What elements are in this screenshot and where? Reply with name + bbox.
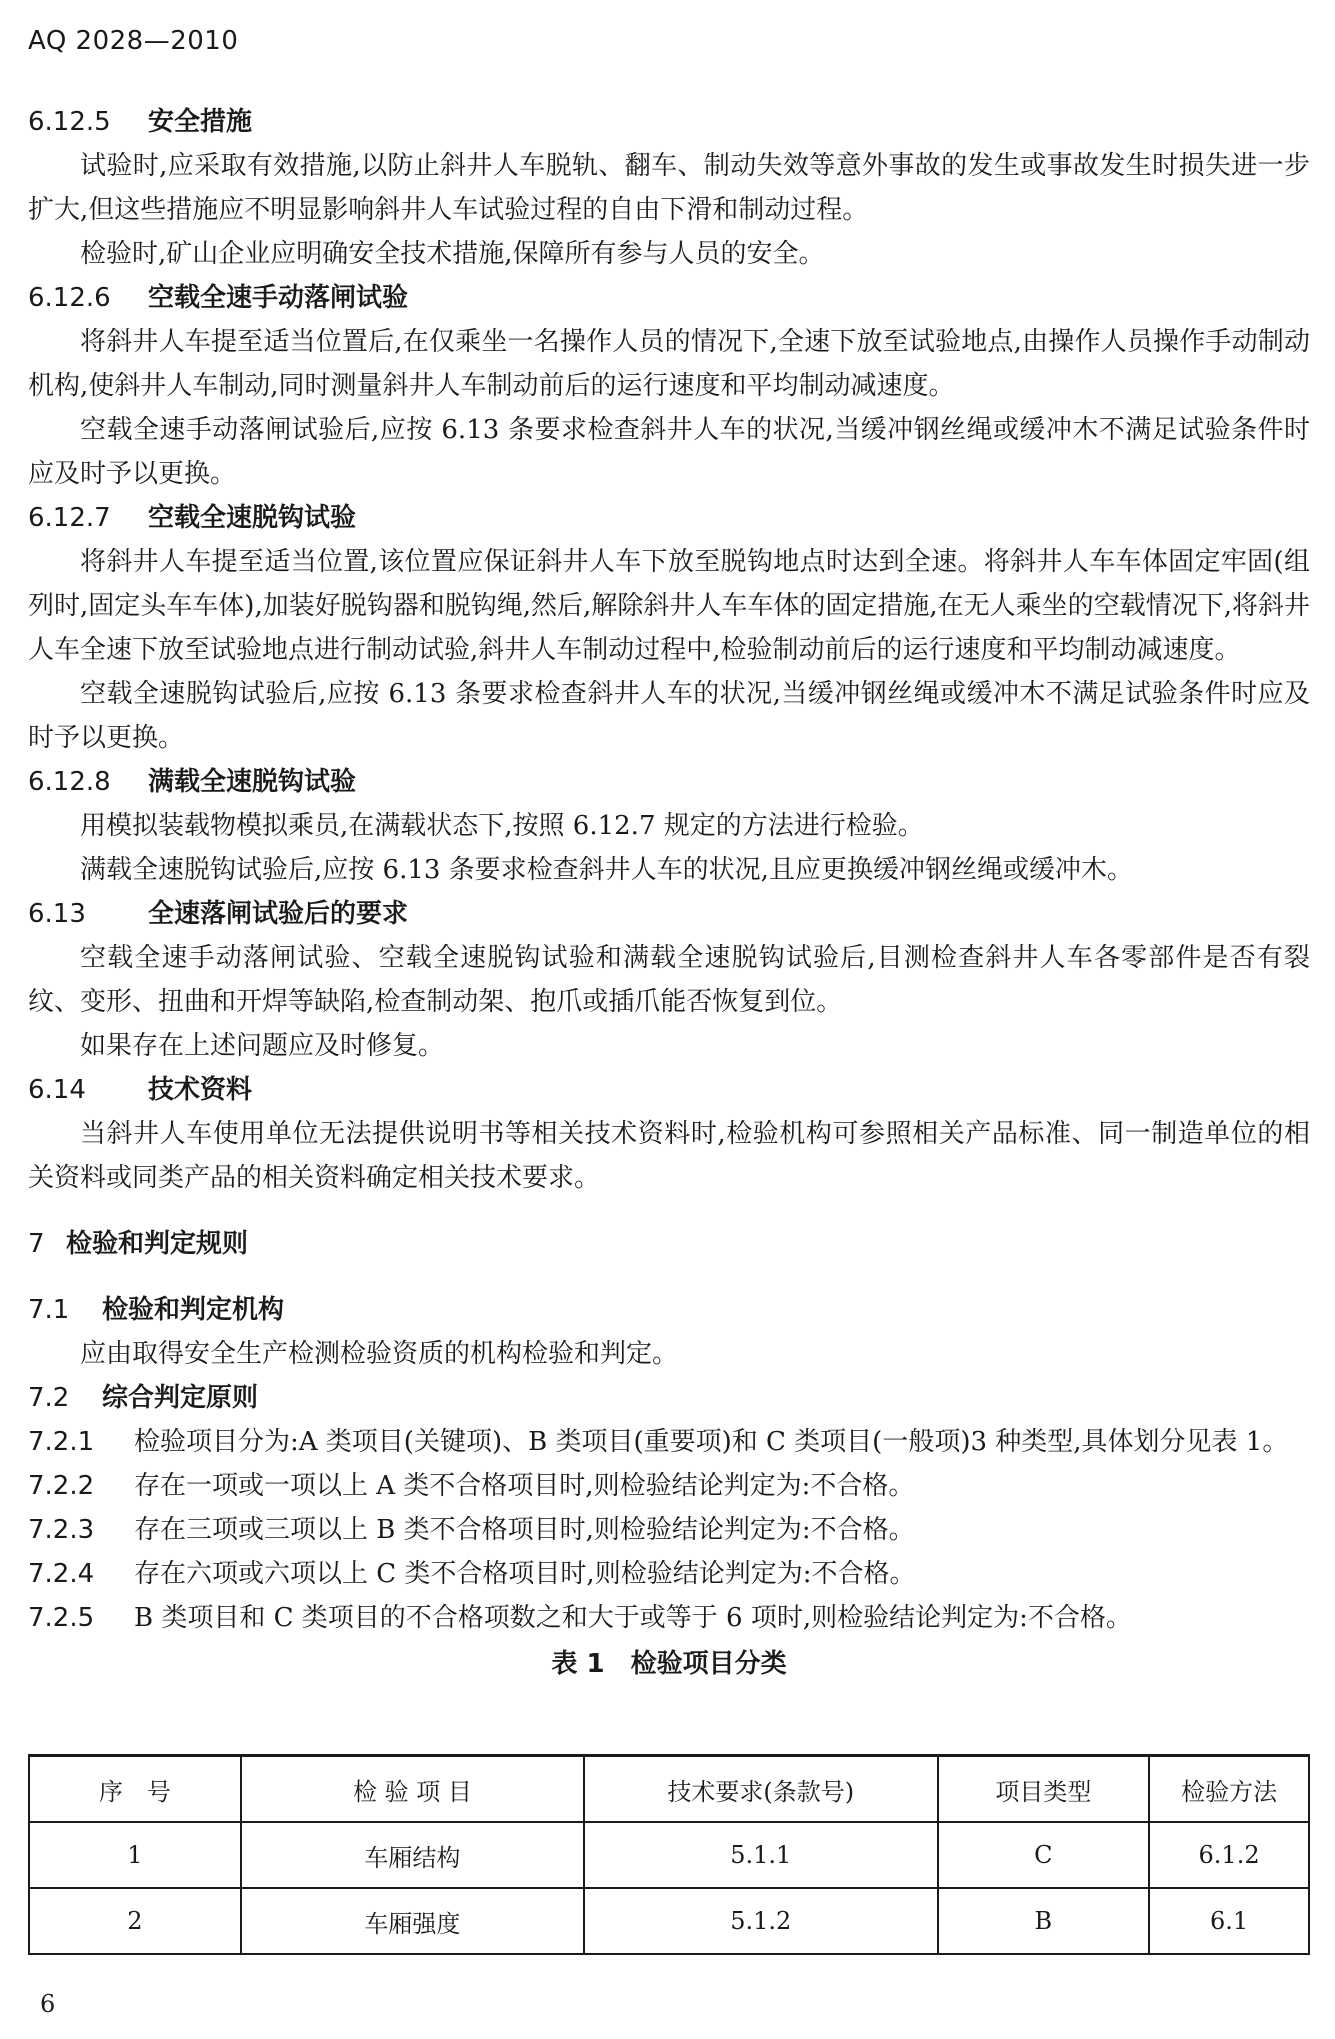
clause bbox=[28, 1508, 1310, 1552]
table-cell: 6.1 bbox=[1149, 1888, 1309, 1954]
clause bbox=[28, 1464, 1310, 1508]
paragraph: 检验时,矿山企业应明确安全技术措施,保障所有参与人员的安全。 bbox=[80, 239, 825, 269]
paragraph: 试验时,应采取有效措施,以防止斜井人车脱轨、翻车、制动失效等意外事故的发生或事故发生时损失进一步扩大,但这些措施应不明显影响斜井人车试验过程的自由下滑和制动过程。 bbox=[28, 151, 1310, 225]
section-title: 空载全速脱钩试验 bbox=[148, 503, 357, 533]
table-title: 表 1 检验项目分类 bbox=[551, 1649, 787, 1679]
paragraph: 将斜井人车提至适当位置,该位置应保证斜井人车下放至脱钩地点时达到全速。将斜井人车车体固定牢固(组列时,固定头车车体),加装好脱钩器和脱钩绳,然后,解除斜井人车车体的固定措施,在无人乘坐的空载情况下,将斜井人车全速下放至试验地点进行制动试验,斜井人车制动过程中,检验制动前后的运行速度和平均制动减速度。 bbox=[28, 547, 1310, 665]
paragraph: 如果存在上述问题应及时修复。 bbox=[80, 1031, 445, 1061]
clause-number: 7.2.3 bbox=[28, 1515, 95, 1545]
paragraph: 空载全速手动落闸试验后,应按 6.13 条要求检查斜井人车的状况,当缓冲钢丝绳或缓冲木不满足试验条件时应及时予以更换。 bbox=[28, 415, 1310, 489]
paragraph: 应由取得安全生产检测检验资质的机构检验和判定。 bbox=[80, 1339, 679, 1369]
section-number: 7.1 bbox=[28, 1295, 70, 1325]
paragraph: 空载全速手动落闸试验、空载全速脱钩试验和满载全速脱钩试验后,目测检查斜井人车各零部件是否有裂纹、变形、扭曲和开焊等缺陷,检查制动架、抱爪或插爪能否恢复到位。 bbox=[28, 943, 1310, 1017]
table-cell: 1 bbox=[29, 1822, 241, 1888]
clause-text: 存在三项或三项以上 B 类不合格项目时,则检验结论判定为:不合格。 bbox=[134, 1515, 915, 1545]
table-header-cell: 项目类型 bbox=[938, 1756, 1150, 1823]
table-cell: C bbox=[938, 1822, 1150, 1888]
section-heading bbox=[28, 760, 1310, 804]
clause-text: B 类项目和 C 类项目的不合格项数之和大于或等于 6 项时,则检验结论判定为:不合格。 bbox=[134, 1603, 1132, 1633]
section-number: 6.12.6 bbox=[28, 283, 111, 313]
clause-number: 7.2.2 bbox=[28, 1471, 95, 1501]
table-header-cell: 检 验 项 目 bbox=[241, 1756, 584, 1823]
table-cell: 车厢强度 bbox=[241, 1888, 584, 1954]
section-title: 满载全速脱钩试验 bbox=[148, 767, 357, 797]
chapter-number: 7 bbox=[28, 1229, 45, 1259]
section-title: 检验和判定机构 bbox=[102, 1295, 285, 1325]
body-content bbox=[28, 100, 1310, 1686]
paragraph: 空载全速脱钩试验后,应按 6.13 条要求检查斜井人车的状况,当缓冲钢丝绳或缓冲木不满足试验条件时应及时予以更换。 bbox=[28, 679, 1310, 753]
inspection-items-table bbox=[28, 1754, 1310, 1955]
section-title: 全速落闸试验后的要求 bbox=[148, 899, 409, 929]
section-number: 6.12.8 bbox=[28, 767, 111, 797]
section-title: 综合判定原则 bbox=[102, 1383, 259, 1413]
clause-number: 7.2.4 bbox=[28, 1559, 95, 1589]
section-number: 7.2 bbox=[28, 1383, 70, 1413]
paragraph: 当斜井人车使用单位无法提供说明书等相关技术资料时,检验机构可参照相关产品标准、同一制造单位的相关资料或同类产品的相关资料确定相关技术要求。 bbox=[28, 1119, 1310, 1193]
section-number: 6.13 bbox=[28, 899, 86, 929]
clause-number: 7.2.5 bbox=[28, 1603, 95, 1633]
table-header-cell: 检验方法 bbox=[1149, 1756, 1309, 1823]
page-number: 6 bbox=[40, 1990, 56, 2018]
table-cell: 6.1.2 bbox=[1149, 1822, 1309, 1888]
table-header-cell: 序 号 bbox=[29, 1756, 241, 1823]
section-number: 6.12.5 bbox=[28, 107, 111, 137]
chapter-title: 检验和判定规则 bbox=[66, 1229, 249, 1259]
table-cell: B bbox=[938, 1888, 1150, 1954]
section-heading bbox=[28, 276, 1310, 320]
table-cell: 2 bbox=[29, 1888, 241, 1954]
table-cell: 车厢结构 bbox=[241, 1822, 584, 1888]
section-heading bbox=[28, 1376, 1310, 1420]
table-header-row bbox=[29, 1756, 1309, 1823]
paragraph: 将斜井人车提至适当位置后,在仅乘坐一名操作人员的情况下,全速下放至试验地点,由操作人员操作手动制动机构,使斜井人车制动,同时测量斜井人车制动前后的运行速度和平均制动减速度。 bbox=[28, 327, 1310, 401]
section-title: 技术资料 bbox=[148, 1075, 253, 1105]
table-cell: 5.1.2 bbox=[584, 1888, 937, 1954]
section-number: 6.12.7 bbox=[28, 503, 111, 533]
section-number: 6.14 bbox=[28, 1075, 86, 1105]
section-heading bbox=[28, 892, 1310, 936]
table-header-cell: 技术要求(条款号) bbox=[584, 1756, 937, 1823]
section-heading bbox=[28, 496, 1310, 540]
clause bbox=[28, 1552, 1310, 1596]
paragraph: 满载全速脱钩试验后,应按 6.13 条要求检查斜井人车的状况,且应更换缓冲钢丝绳或缓冲木。 bbox=[80, 855, 1133, 885]
section-title: 空载全速手动落闸试验 bbox=[148, 283, 409, 313]
clause bbox=[28, 1420, 1310, 1464]
table-row bbox=[29, 1822, 1309, 1888]
section-heading bbox=[28, 1068, 1310, 1112]
table-cell: 5.1.1 bbox=[584, 1822, 937, 1888]
section-heading bbox=[28, 1288, 1310, 1332]
section-heading bbox=[28, 100, 1310, 144]
clause-text: 存在一项或一项以上 A 类不合格项目时,则检验结论判定为:不合格。 bbox=[134, 1471, 915, 1501]
clause bbox=[28, 1596, 1310, 1640]
chapter-heading bbox=[28, 1222, 1310, 1266]
paragraph: 用模拟装载物模拟乘员,在满载状态下,按照 6.12.7 规定的方法进行检验。 bbox=[80, 811, 924, 841]
clause-number: 7.2.1 bbox=[28, 1427, 95, 1457]
table-row bbox=[29, 1888, 1309, 1954]
clause-text: 检验项目分为:A 类项目(关键项)、B 类项目(重要项)和 C 类项目(一般项)3 种类型,具体划分见表 1。 bbox=[134, 1427, 1289, 1457]
section-title: 安全措施 bbox=[148, 107, 253, 137]
standard-code-header: AQ 2028—2010 bbox=[28, 26, 239, 56]
clause-text: 存在六项或六项以上 C 类不合格项目时,则检验结论判定为:不合格。 bbox=[134, 1559, 916, 1589]
